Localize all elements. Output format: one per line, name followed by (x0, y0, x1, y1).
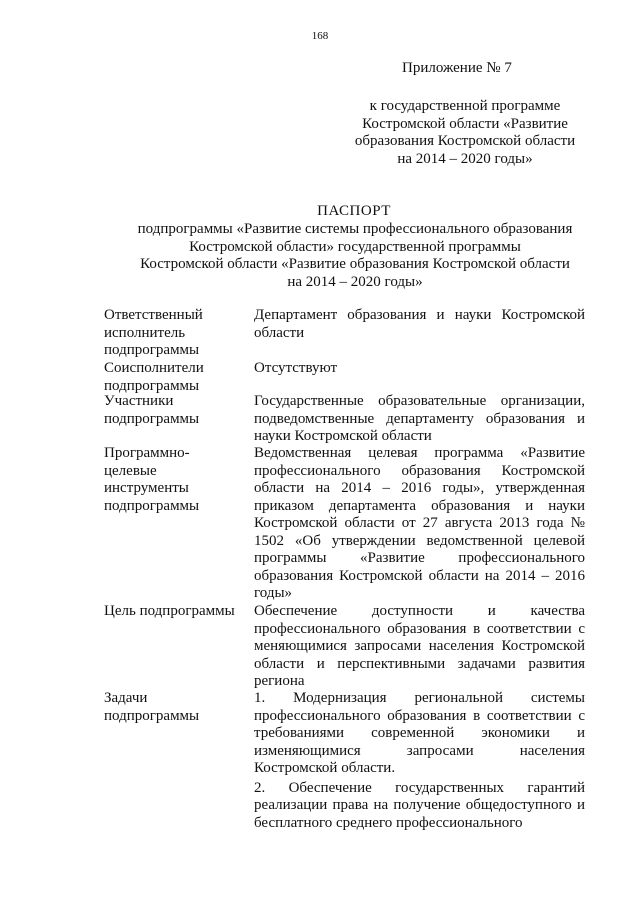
row-value: Государственные образовательные организации, подведомственные департаменту образования и науки Костромской области (254, 393, 585, 444)
passport-title: ПАСПОРТ (317, 203, 391, 219)
passport-subtitle-line: на 2014 – 2020 годы» (287, 273, 423, 290)
page-number: 168 (311, 30, 329, 42)
passport-subtitle-line: Костромской области «Развитие образования Костромской области (140, 256, 570, 272)
appendix-title: Приложение № 7 (402, 60, 512, 76)
passport-subtitle (90, 221, 620, 291)
appendix-reference-line: Костромской области «Развитие (362, 115, 568, 132)
row-label: Цель подпрограммы (104, 603, 235, 619)
passport-subtitle-line: Костромской области» государственной программы (189, 238, 521, 255)
row-label: Программно-целевые инструменты подпрограммы (104, 445, 200, 514)
appendix-reference-line: к государственной программе (369, 98, 561, 114)
appendix-reference-line: на 2014 – 2020 годы» (397, 150, 533, 167)
row-label: Задачи подпрограммы (104, 690, 200, 724)
row-label: Участники подпрограммы (104, 393, 200, 427)
appendix-reference-line: образования Костромской области (354, 133, 576, 149)
task-item: 2. Обеспечение государственных гарантий реализации права на получение общедоступного и бесплатного среднего профессионального (254, 779, 585, 831)
row-value: Обеспечение доступности и качества профессионального образования в соответствии с меняющимися запросами населения Костромской области и перспективными задачами развития региона (254, 603, 585, 689)
appendix-reference (330, 98, 600, 168)
row-value: Департамент образования и науки Костромской области (254, 307, 585, 341)
row-label: Соисполнители подпрограммы (104, 360, 204, 394)
tasks-list (254, 690, 585, 832)
row-value: Отсутствуют (254, 360, 338, 376)
task-item: 1. Модернизация региональной системы профессионального образования в соответствии с требованиями современной экономики и изменяющимися запросами населения Костромской области. (254, 690, 585, 776)
row-value: Ведомственная целевая программа «Развитие профессионального образования Костромской области на 2014 – 2016 годы», утвержденная приказом департамента образования и науки Костромской области от 27 августа 2013 года № 1502 «Об утверждении ведомственной целевой программы «Развитие профессионального образования Костромской области на 2014 – 2016 годы» (254, 445, 585, 601)
row-label: Ответственный исполнитель подпрограммы (104, 307, 203, 358)
passport-subtitle-line: подпрограммы «Развитие системы профессионального образования (137, 221, 573, 237)
